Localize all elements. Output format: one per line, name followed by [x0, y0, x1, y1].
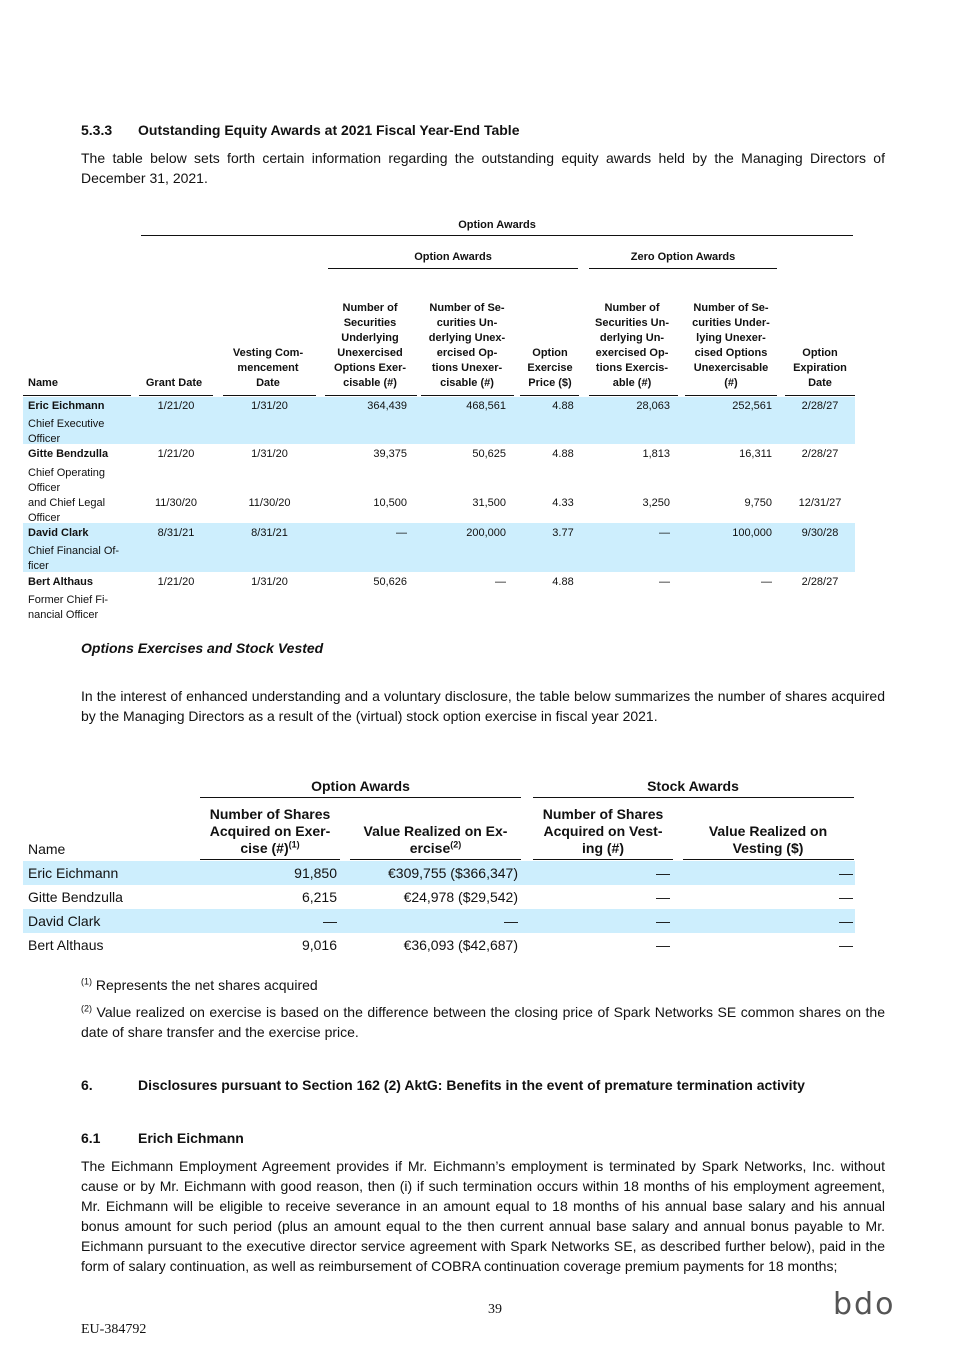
section-intro-533: The table below sets forth certain information regarding the outstanding equity awards held by the Managing Directors of December 31, 2021. — [81, 150, 885, 186]
col-header-shares-acquired: Number of Shares Acquired on Exer- cise (#)$^{(1)}$ — [209, 806, 331, 856]
col-header-price: Option Exercise Price ($) — [527, 347, 573, 389]
col-header-name: Name — [28, 377, 58, 389]
col-header-exercisable: Number of Securities Underlying Unexercised Options Exer- cisable (#) — [333, 302, 407, 389]
sub-header-option-awards: Option Awards — [414, 251, 492, 263]
options-section-intro: In the interest of enhanced understanding and a voluntary disclosure, the table below summarizes the number of shares acquired by the Managing Directors as a result of the (virtual) stock option exercise in fiscal year 2021. — [81, 688, 885, 724]
bdo-logo: bdo — [833, 1287, 896, 1322]
document-id: EU-384792 — [81, 1322, 147, 1337]
row-band-eichmann — [23, 397, 855, 444]
section-heading-61: 6.1 Erich Eichmann — [81, 1130, 244, 1146]
col-header-shares-vesting: Number of Shares Acquired on Vest- ing (#) — [542, 806, 664, 856]
section-title-533: Outstanding Equity Awards at 2021 Fiscal Year-End Table — [138, 122, 520, 138]
col-header-vesting: Vesting Com- mencement Date — [232, 347, 304, 389]
row-band-clark — [23, 523, 855, 572]
col-header-zero-unexercisable: Number of Se- curities Under- lying Unexer- cised Options Unexercisable (#) — [692, 302, 770, 389]
group-header-option-awards-2: Option Awards — [311, 778, 410, 794]
options-section-title: Options Exercises and Stock Vested — [81, 640, 324, 656]
col-header-value-realized-exercise: Value Realized on Ex- ercise$^{(2)}$ — [363, 823, 508, 856]
col-header-zero-exercisable: Number of Securities Un- derlying Un- exercised Op- tions Exercis- able (#) — [595, 302, 669, 389]
section-heading-533: 5.3.3 Outstanding Equity Awards at 2021 Fiscal Year-End Table — [81, 122, 520, 138]
col-header-unexercisable: Number of Se- curities Un- derlying Unex- ercised Op- tions Unexer- cisable (#) — [428, 302, 506, 389]
section-title-61: Erich Eichmann — [138, 1130, 244, 1146]
page-number: 39 — [488, 1302, 502, 1317]
section-title-6: Disclosures pursuant to Section 162 (2) AktG: Benefits in the event of premature termination activity — [138, 1077, 805, 1093]
col-header-expiration: Option Expiration Date — [793, 347, 847, 389]
sub-header-zero-option-awards: Zero Option Awards — [630, 251, 736, 263]
footnote-2: $^{(2)}$ Value realized on exercise is based on the difference between the closing price of Spark Networks SE common shares on the date of share transfer and the exercise price. — [81, 1003, 885, 1040]
section-text-61: The Eichmann Employment Agreement provides if Mr. Eichmann’s employment is terminated by Spark Networks, Inc. without cause or by Mr. Eichmann with good reason, then (i) if such termination occurs within 18 months of his employment agreement, Mr. Eichmann will be eligible to receive severance in an amount equal to 18 months of his annual base salary and his annual bonus amount for such period (plus an amount equal to the then current annual base salary and annual bonus payable to Mr. Eichmann pursuant to the executive director service agreement with Spark Networks SE, as described further below), paid in the form of salary continuation, as well as reimbursement of COBRA continuation coverage premium payments for 18 months; — [81, 1158, 885, 1274]
col-header-grant-date: Grant Date — [145, 377, 203, 389]
section-heading-6: 6. Disclosures pursuant to Section 162 (2) AktG: Benefits in the event of premature termination activity — [81, 1077, 805, 1093]
col-header-value-vesting: Value Realized on Vesting ($) — [708, 823, 828, 856]
group-header-option-awards: Option Awards — [458, 219, 536, 231]
footnote-1: $^{(1)}$ Represents the net shares acquired — [81, 976, 318, 993]
col-header-name-2: Name — [28, 841, 66, 857]
group-header-stock-awards: Stock Awards — [647, 778, 739, 794]
